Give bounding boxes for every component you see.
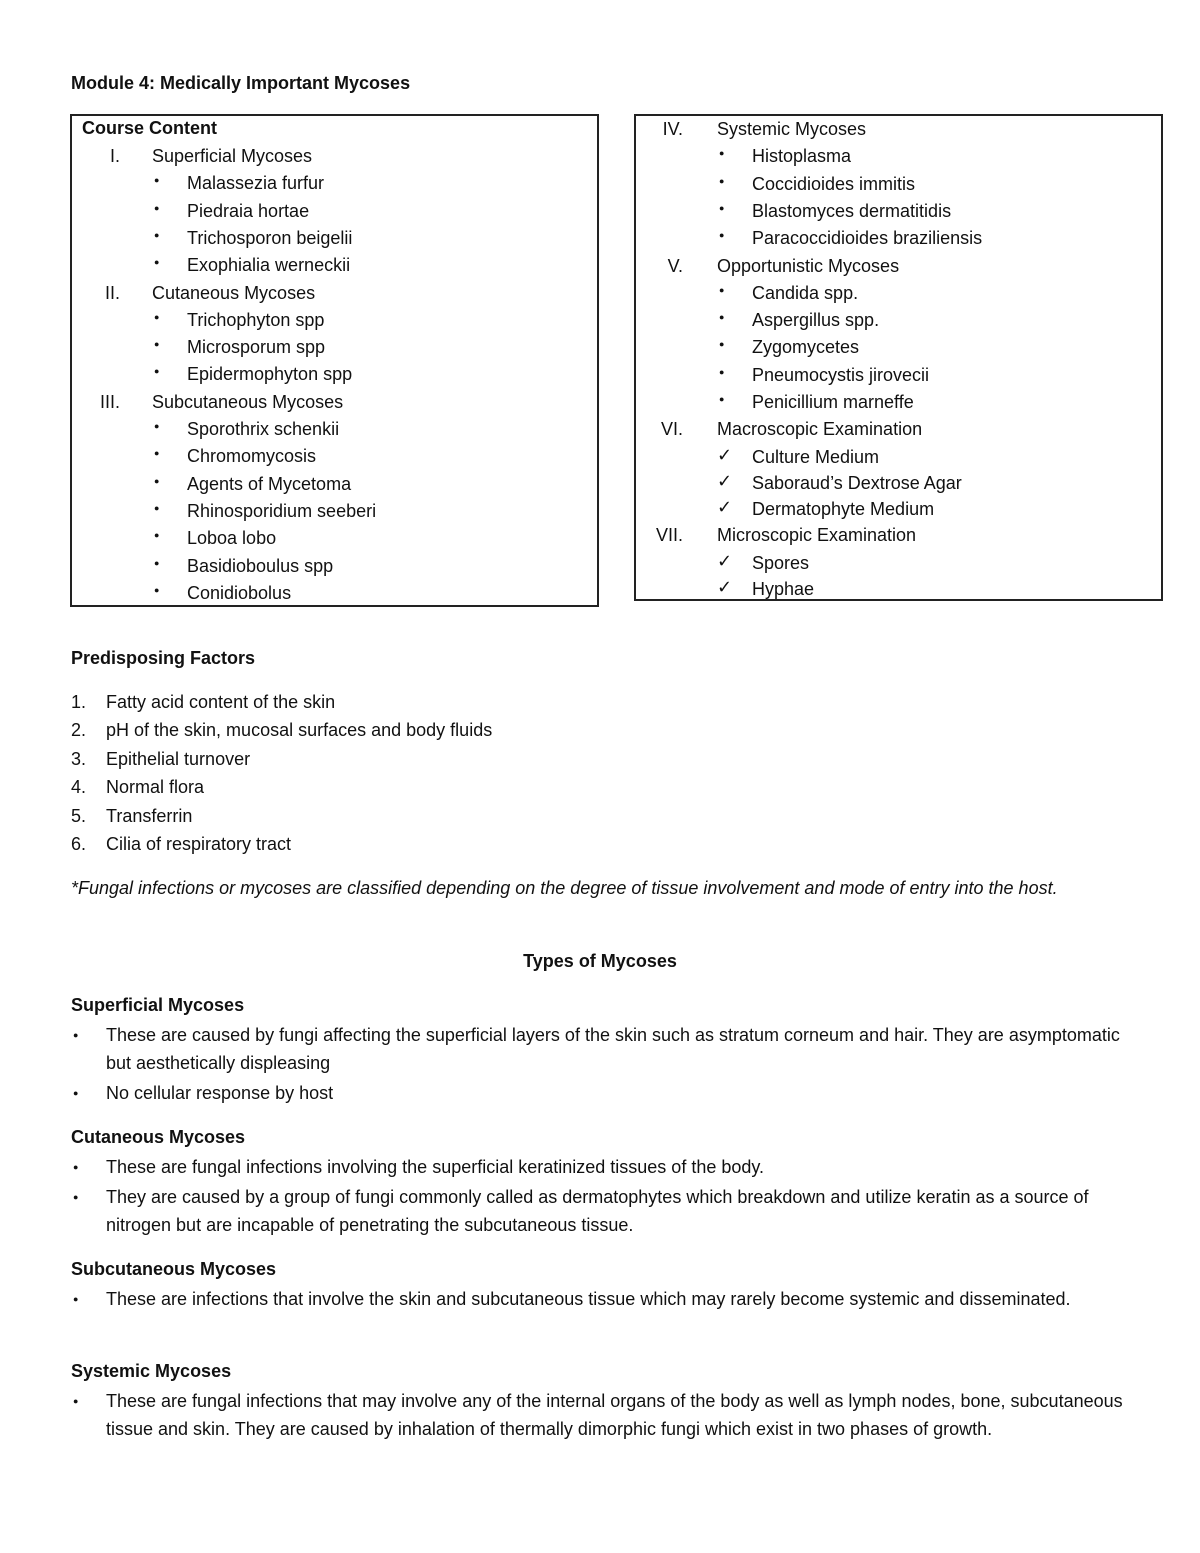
bullet-icon: ● [73, 1088, 79, 1098]
left-col-item: Agents of Mycetoma [187, 473, 352, 494]
type-heading: Systemic Mycoses [71, 1361, 232, 1381]
bullet-icon: ● [154, 339, 160, 350]
list-number: 6. [71, 834, 87, 854]
right-col-check-item: Spores [752, 552, 810, 573]
type-bullet-text: They are caused by a group of fungi commonly called as dermatophytes which breakdown and utilize keratin as a source of nitrogen but are incapable of penetrating the subcutaneous tissue. [106, 1187, 1089, 1235]
right-col-section-label: Macroscopic Examination [717, 419, 923, 440]
left-col-item: Basidioboulus spp [187, 555, 334, 576]
bullet-icon: ● [73, 1192, 79, 1202]
predisposing-item: Cilia of respiratory tract [106, 834, 292, 854]
left-col-section-label: Cutaneous Mycoses [152, 282, 316, 303]
bullet-icon: ● [719, 284, 725, 295]
right-col-item: Penicillium marneffe [752, 392, 914, 412]
type-bullet-text: These are infections that involve the skin and subcutaneous tissue which may rarely become systemic and disseminated. [106, 1289, 1071, 1309]
bullet-icon: ● [73, 1396, 79, 1406]
bullet-icon: ● [719, 366, 725, 377]
type-bullet-text: No cellular response by host [106, 1083, 334, 1103]
bullet-icon: ● [719, 312, 725, 323]
bullet-icon: ● [154, 175, 160, 186]
page-title: Module 4: Medically Important Mycoses [71, 73, 411, 93]
left-col-section-label: Subcutaneous Mycoses [152, 391, 344, 412]
list-number: 1. [71, 692, 87, 712]
type-heading: Subcutaneous Mycoses [71, 1259, 277, 1279]
right-col-section-label: Microscopic Examination [717, 525, 917, 546]
left-col-item: Sporothrix schenkii [187, 419, 340, 439]
bullet-icon: ● [719, 230, 725, 241]
left-col-numeral: I. [109, 146, 120, 166]
right-col-item: Aspergillus spp. [752, 310, 880, 331]
right-col-item: Pneumocystis jirovecii [752, 364, 930, 385]
checkmark-icon: ✓ [717, 576, 733, 597]
checkmark-icon: ✓ [717, 497, 733, 517]
right-col-section-label: Opportunistic Mycoses [717, 255, 900, 276]
bullet-icon: ● [154, 584, 160, 595]
predisposing-heading: Predisposing Factors [71, 648, 256, 668]
left-col-item: Trichophyton spp [187, 309, 325, 330]
bullet-icon: ● [719, 394, 725, 404]
right-col-numeral: VII. [655, 525, 683, 546]
left-col-item: Exophialia werneckii [187, 255, 351, 276]
right-col-numeral: IV. [662, 119, 683, 139]
bullet-icon: ● [73, 1294, 79, 1304]
left-col-item: Microsporum spp [187, 337, 326, 358]
right-col-check-item: Saboraud’s Dextrose Agar [752, 472, 962, 493]
checkmark-icon: ✓ [717, 470, 733, 491]
right-col-check-item: Dermatophyte Medium [752, 499, 935, 519]
type-bullet-text: These are fungal infections involving the superficial keratinized tissues of the body. [106, 1157, 765, 1177]
bullet-icon: ● [719, 202, 725, 213]
list-number: 4. [71, 777, 87, 798]
left-col-item: Conidiobolus [187, 582, 292, 603]
list-number: 5. [71, 805, 87, 826]
left-col-item: Rhinosporidium seeberi [187, 500, 377, 521]
left-col-numeral: II. [104, 282, 120, 303]
bullet-icon: ● [154, 229, 160, 240]
bullet-icon: ● [154, 448, 160, 459]
left-col-item: Epidermophyton spp [187, 364, 353, 385]
left-col-numeral: III. [99, 391, 120, 412]
right-col-numeral: V. [667, 255, 683, 276]
right-col-item: Candida spp. [752, 282, 859, 303]
right-col-section-label: Systemic Mycoses [717, 119, 867, 139]
bullet-icon: ● [73, 1030, 79, 1040]
predisposing-item: Normal flora [106, 777, 205, 798]
list-number: 3. [71, 748, 87, 769]
bullet-icon: ● [154, 421, 160, 431]
types-heading: Types of Mycoses [523, 951, 677, 971]
checkmark-icon: ✓ [717, 444, 733, 465]
course-content-heading: Course Content [82, 118, 217, 138]
bullet-icon: ● [154, 202, 160, 213]
predisposing-item: Transferrin [106, 805, 193, 826]
left-col-item: Piedraia hortae [187, 200, 310, 221]
bullet-icon: ● [154, 502, 160, 513]
predisposing-item: Epithelial turnover [106, 748, 251, 769]
right-col-item: Paracoccidioides braziliensis [752, 228, 983, 249]
bullet-icon: ● [154, 257, 160, 268]
left-col-item: Trichosporon beigelii [187, 227, 353, 248]
left-col-item: Loboa lobo [187, 528, 277, 549]
predisposing-item: Fatty acid content of the skin [106, 692, 336, 712]
bullet-icon: ● [73, 1162, 79, 1172]
checkmark-icon: ✓ [717, 550, 733, 571]
bullet-icon: ● [154, 366, 160, 377]
right-col-item: Blastomyces dermatitidis [752, 200, 952, 221]
bullet-icon: ● [154, 311, 160, 322]
right-col-check-item: Culture Medium [752, 446, 880, 467]
type-heading: Superficial Mycoses [71, 995, 245, 1015]
type-bullet-text: These are caused by fungi affecting the superficial layers of the skin such as stratum corneum and hair. They are asymptomatic but aesthetically displeasing [106, 1025, 1120, 1073]
left-col-item: Malassezia furfur [187, 173, 325, 194]
course-content-box-left [70, 114, 599, 607]
type-heading: Cutaneous Mycoses [71, 1127, 246, 1147]
left-col-item: Chromomycosis [187, 446, 317, 467]
bullet-icon: ● [154, 557, 160, 568]
predisposing-item: pH of the skin, mucosal surfaces and body fluids [106, 720, 493, 741]
list-number: 2. [71, 720, 87, 741]
bullet-icon: ● [719, 148, 725, 159]
left-col-section-label: Superficial Mycoses [152, 146, 313, 166]
bullet-icon: ● [719, 175, 725, 186]
right-col-item: Coccidioides immitis [752, 173, 916, 194]
bullet-icon: ● [154, 475, 160, 486]
right-col-item: Zygomycetes [752, 337, 860, 358]
right-col-numeral: VI. [660, 419, 683, 440]
right-col-item: Histoplasma [752, 146, 852, 167]
bullet-icon: ● [154, 530, 160, 541]
bullet-icon: ● [719, 339, 725, 350]
classification-note: *Fungal infections or mycoses are classified depending on the degree of tissue involvement and mode of entry into the host. [71, 878, 1058, 898]
type-bullet-text: These are fungal infections that may involve any of the internal organs of the body as well as lymph nodes, bone, subcutaneous tissue and skin. They are caused by inhalation of thermally dimorphic fungi which exist in two phases of growth. [106, 1391, 1123, 1439]
right-col-check-item: Hyphae [752, 578, 815, 599]
